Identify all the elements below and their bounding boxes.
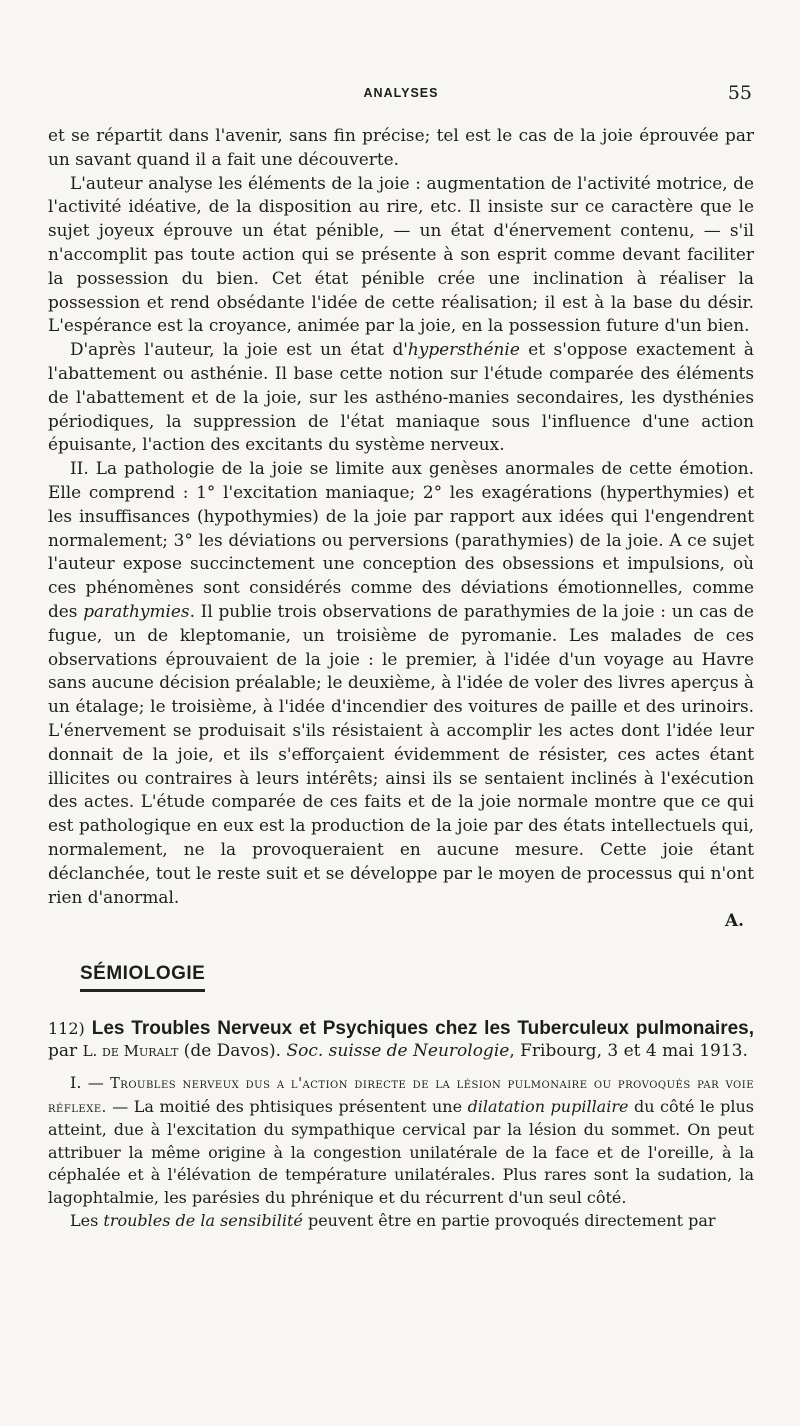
section-1-heading: Troubles nerveux dus a l'action directe de la lésion pulmonaire ou provoqués par voie réflexe. [48,1076,755,1116]
article-title-text: Les Troubles Nerveux et Psychiques chez les Tuberculeux pulmonaires, [91,1018,754,1040]
emphasis-sensibilite: troubles de la sensibilité [103,1210,303,1230]
emphasis-parathymies: parathymies [83,600,190,621]
page-number: 55 [727,82,752,104]
author-signature: A. [725,910,744,931]
running-header [48,84,754,106]
paragraph-elements-of-joy: L'auteur analyse les éléments de la joie : augmentation de l'activité motrice, de l'activité idéative, de la disposition au rire, etc. Il insiste sur ce caractère que le sujet joyeux éprouve un état pénible, — un état d'énervement contenu, — s'il n'accomplit pas toute action qui se présente à son esprit comme devant faciliter la possession du bien. Cet état pénible crée une inclination à réaliser la possession et rend obsédante l'idée de cette réalisation; il est à la base du désir. L'espérance est la croyance, animée par la joie, en la possession future d'un bien. [48,172,754,336]
emphasis-hypersthenie: hypersthénie [407,339,520,360]
body-text [48,124,754,1232]
article-section-1: I. — Troubles nerveux dus a l'action directe de la lésion pulmonaire ou provoqués par voie réflexe. — La moitié des phtisiques présentent une dilatation pupillaire du côté le plus atteint, due à l'excitation du sympathique cervical par la lésion du sommet. On peut attribuer la même origine à la congestion unilatérale de la face et de l'oreille, à la céphalée et à l'élévation de température unilatérales. Plus rares sont la sudation, la lagophtalmie, les parésies du phrénique et du récurrent d'un seul côté. [48,1073,755,1208]
article-112 [48,1018,754,1232]
paragraph-continuation: et se répartit dans l'avenir, sans fin précise; tel est le cas de la joie éprouvée par un savant quand il a fait une découverte. [48,125,754,169]
paragraph-pathology: II. La pathologie de la joie se limite aux genèses anormales de cette émotion. Elle comprend : 1° l'excitation maniaque; 2° les exagérations (hyperthymies) et les insuffisances (hypothymies) de la joie par rapport aux idées qui l'engendrent normalement; 3° les déviations ou perversions (parathymies) de la joie. A ce sujet l'auteur expose succinctement une conception des obsessions et impulsions, où ces phénomènes sont considérés comme des déviations émotionnelles, comme des parathymies. Il publie trois observations de parathymies de la joie : un cas de fugue, un de kleptomanie, un troisième de pyromanie. Les malades de ces observations éprouvaient de la joie : le premier, à l'idée d'un voyage au Havre sans aucune décision préalable; le deuxième, à l'idée de voler des livres aperçus à un étalage; le troisième, à l'idée d'incendier des voitures de paille et des urinoirs. L'énervement se produisait s'ils résistaient à accomplir les actes dont l'idée leur donnait de la joie, et ils s'efforçaient évidemment de résister, ces actes étant illicites ou contraires à leurs intérêts; ainsi ils se sentaient inclinés à l'exécution des actes. L'étude comparée de ces faits et de la joie normale montre que ce qui est pathologique en eux est la production de la joie par des états intellectuels qui, normalement, ne la provoqueraient en aucune mesure. Cette joie étant déclanchée, tout le reste suit et se développe par le moyen de processus qui n'ont rien d'anormal. [48,458,754,907]
article-venue: Soc. suisse de Neurologie [286,1041,510,1062]
paragraph-hypersthenia: D'après l'auteur, la joie est un état d'hypersthénie et s'oppose exactement à l'abattement ou asthénie. Il base cette notion sur l'étude comparée des éléments de l'abattement et de la joie, sur les asthéno-manies secondaires, les dysthénies périodiques, la suppression de l'état maniaque sous l'influence d'une action épuisante, l'action des excitants du système nerveux. [48,339,755,455]
running-title: ANALYSES [363,86,439,100]
article-number: 112) [48,1019,85,1039]
article-title: 112) Les Troubles Nerveux et Psychiques chez les Tuberculeux pulmonaires, par L. de Muralt (de Davos). Soc. suisse de Neurologie, Fribourg, 3 et 4 mai 1913. [48,1018,754,1062]
article-section-2: Les troubles de la sensibilité peuvent être en partie provoqués directement par [70,1210,716,1230]
emphasis-dilatation: dilatation pupillaire [467,1096,629,1116]
article-author: L. de Muralt [82,1042,179,1061]
section-heading: SÉMIOLOGIE [80,963,205,992]
